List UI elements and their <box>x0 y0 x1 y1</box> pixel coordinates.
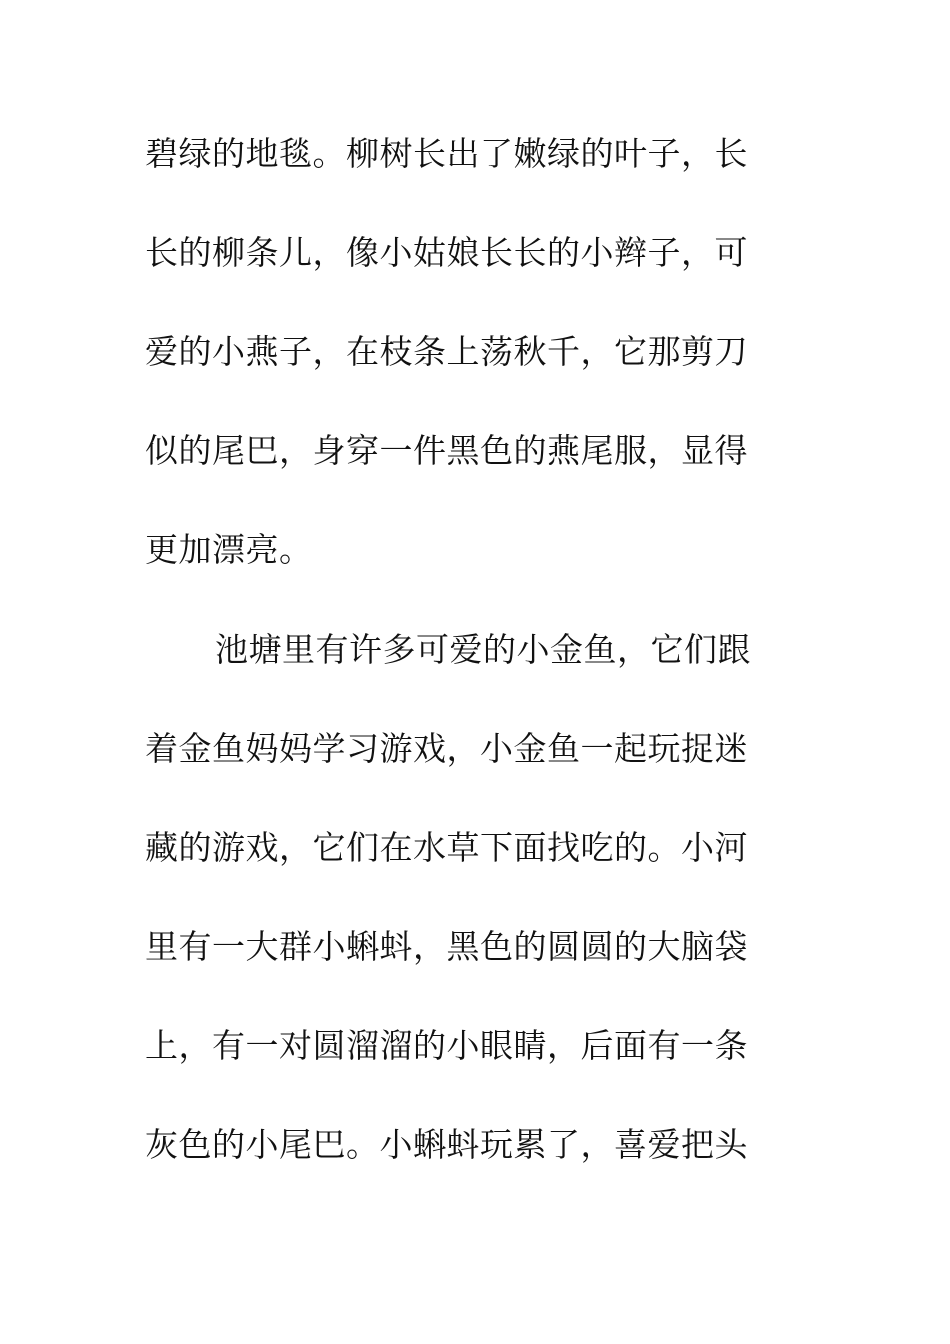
text-line: 更加漂亮。 <box>145 530 313 569</box>
text-line: 上，有一对圆溜溜的小眼睛，后面有一条 <box>145 1026 748 1065</box>
text-line: 碧绿的地毯。柳树长出了嫩绿的叶子，长 <box>145 134 748 173</box>
text-line: 爱的小燕子，在枝条上荡秋千，它那剪刀 <box>145 332 748 371</box>
text-line: 藏的游戏，它们在水草下面找吃的。小河 <box>145 828 748 867</box>
text-line: 里有一大群小蝌蚪，黑色的圆圆的大脑袋 <box>145 927 748 966</box>
text-line: 长的柳条儿，像小姑娘长长的小辫子，可 <box>145 233 748 272</box>
text-line: 似的尾巴，身穿一件黑色的燕尾服，显得 <box>145 431 748 470</box>
text-line: 着金鱼妈妈学习游戏，小金鱼一起玩捉迷 <box>145 729 748 768</box>
text-line: 灰色的小尾巴。小蝌蚪玩累了，喜爱把头 <box>145 1125 748 1164</box>
text-line: 池塘里有许多可爱的小金鱼，它们跟 <box>215 630 751 669</box>
